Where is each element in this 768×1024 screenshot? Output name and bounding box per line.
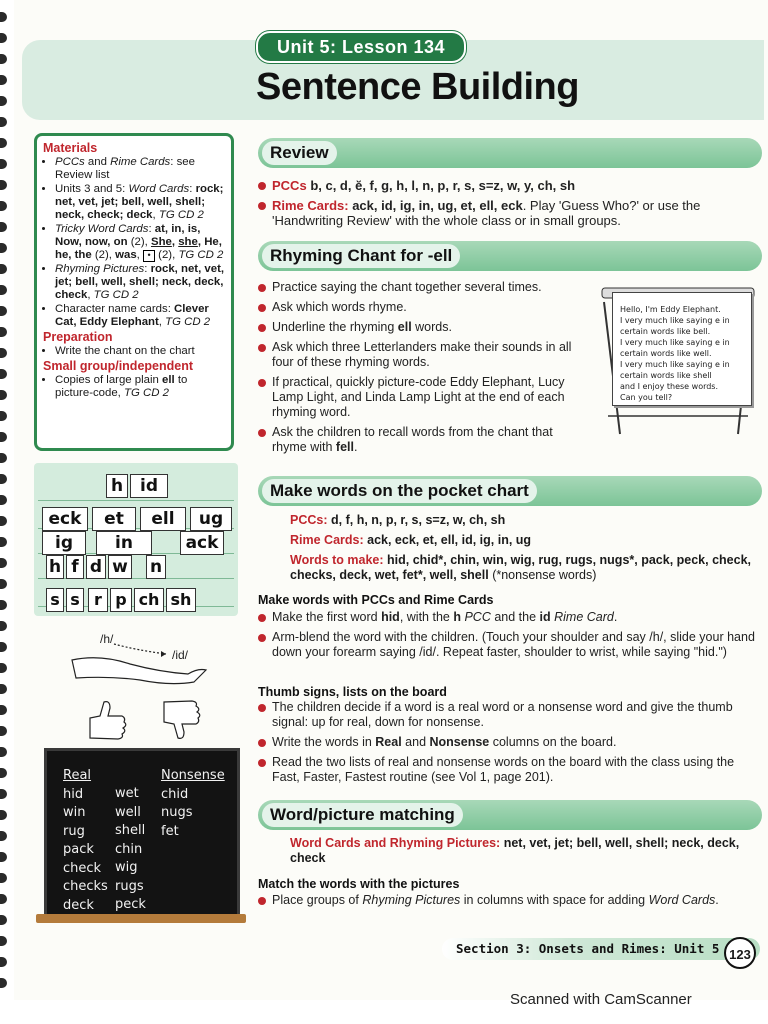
real-word: wet [115,786,139,801]
spiral-ring [0,411,7,421]
real-word: deck [63,897,94,913]
spiral-ring [0,768,7,778]
spiral-ring [0,579,7,589]
spiral-ring [0,285,7,295]
real-word: checks [63,879,108,894]
pocket-card: h [46,555,64,579]
spiral-ring [0,222,7,232]
chant-item: If practical, quickly picture-code Eddy Elephant, Lucy Lamp Light, and Linda Lamp Light at the end of each rhyming word. [258,375,584,420]
review-section-bar [258,138,762,168]
spiral-ring [0,600,7,610]
spiral-ring [0,327,7,337]
preparation-item: • Write the chant on the chart [55,345,225,358]
chalkboard [44,748,240,922]
spiral-ring [0,159,7,169]
materials-item: • Tricky Word Cards: at, in, is, Now, now, on (2), She, she, He, he, the (2), was, • (2), TG CD 2 [55,223,225,262]
small-group-item: • Copies of large plain ell to picture-code, TG CD 2 [55,374,225,400]
matching-heading: Word/picture matching [262,803,463,827]
unit-lesson-badge: Unit 5: Lesson 134 [256,31,466,63]
review-rime-item: Rime Cards: ack, id, ig, in, ug, et, ell, eck. Play 'Guess Who?' or use the 'Handwriting Review' with the whole class or in small groups. [258,198,758,228]
spiral-ring [0,201,7,211]
real-word: chin [115,841,143,857]
make-words-item: Arm-blend the word with the children. (Touch your shoulder and say /h/, slide your hand down your forearm saying /id/. Repeat faster, shoulder to wrist, while saying "hid.") [258,630,758,660]
real-heading: Real [63,768,92,783]
spiral-ring [0,138,7,148]
real-word: hid [63,786,84,802]
arm-blend-illustration [70,630,250,690]
spiral-ring [0,474,7,484]
pocket-card: p [110,588,132,612]
nonsense-word: nugs [161,805,193,820]
chant-item: Ask the children to recall words from the chant that rhyme with fell. [258,425,584,455]
spiral-ring [0,495,7,505]
chant-poster-easel [598,284,758,439]
review-pccs-item: PCCs b, c, d, ĕ, f, g, h, l, n, p, r, s, s=z, w, y, ch, sh [258,178,758,193]
spiral-ring [0,726,7,736]
spiral-ring [0,264,7,274]
spiral-ring [0,369,7,379]
real-word: check [63,860,102,876]
real-word: wig [115,860,138,875]
pocket-card: ug [190,507,232,531]
spiral-ring [0,390,7,400]
thumb-signs-list [258,700,758,790]
review-list [258,178,758,233]
thumb-signs-item: Write the words in Real and Nonsense columns on the board. [258,735,758,750]
small-group-heading: Small group/independent [43,359,194,373]
make-words-heading: Make words on the pocket chart [262,479,537,503]
pocket-card: h [106,474,128,498]
scanner-watermark: Scanned with CamScanner [510,991,692,1008]
pocket-card: ch [134,588,164,612]
materials-item: • Character name cards: Clever Cat, Eddy Elephant, TG CD 2 [55,303,225,329]
real-word: pack [63,842,94,857]
real-word: shell [115,823,146,838]
arm-blend-start-label: /h/ [100,632,114,646]
make-words-item: Make the first word hid, with the h PCC and the id Rime Card. [258,610,758,625]
arm-icon [70,630,250,690]
spiral-ring [0,432,7,442]
pocket-card: s [66,588,84,612]
nonsense-word: fet [161,823,179,839]
spiral-ring [0,873,7,883]
spiral-ring [0,831,7,841]
spiral-ring [0,180,7,190]
chant-heading: Rhyming Chant for -ell [262,244,460,268]
matching-words: Word Cards and Rhyming Pictures: net, vet, jet; bell, well, shell; neck, deck, check [290,836,740,865]
chant-section-bar [258,241,762,271]
thumb-signs-item: The children decide if a word is a real word or a nonsense word and give the thumb signal: up for real, down for nonsense. [258,700,758,730]
spiral-ring [0,96,7,106]
materials-item: • Rhyming Pictures: rock, net, vet, jet; bell, well, shell; neck, deck, check, TG CD 2 [55,263,225,302]
pocket-card: f [66,555,84,579]
materials-list [43,156,225,329]
materials-item: • PCCs and Rime Cards: see Review list [55,156,225,182]
real-word: well [115,804,141,820]
spiral-ring [0,978,7,988]
arm-blend-end-label: /id/ [172,648,189,662]
pocket-card: sh [166,588,196,612]
pocket-card: et [92,507,136,531]
chalkboard-ledge [36,914,246,923]
spiral-ring [0,12,7,22]
thumb-signs-subheading: Thumb signs, lists on the board [258,685,447,699]
spiral-ring [0,894,7,904]
spiral-binding [0,0,14,1000]
chant-item: Practice saying the chant together several times. [258,280,584,295]
footer-section: Section 3: Onsets and Rimes: Unit 5 [456,941,720,956]
matching-section-bar [258,800,762,830]
matching-item: Place groups of Rhyming Pictures in columns with space for adding Word Cards. [258,893,762,908]
spiral-ring [0,117,7,127]
materials-heading: Materials [43,141,98,155]
materials-item: • Units 3 and 5: Word Cards: rock; net, vet, jet; bell, well, shell; neck, check; deck, TG CD 2 [55,183,225,222]
real-word: rugs [115,878,144,894]
make-words-subheading: Make words with PCCs and Rime Cards [258,593,494,607]
spiral-ring [0,852,7,862]
spiral-ring [0,348,7,358]
spiral-ring [0,642,7,652]
spiral-ring [0,306,7,316]
spiral-ring [0,33,7,43]
chant-item: Underline the rhyming ell words. [258,320,584,335]
spiral-ring [0,810,7,820]
spiral-ring [0,75,7,85]
spiral-ring [0,663,7,673]
page-title: Sentence Building [256,66,579,108]
spiral-ring [0,243,7,253]
pocket-card: r [88,588,108,612]
thumbs-up-down-icon [70,698,220,743]
real-word: win [63,805,86,820]
spiral-ring [0,453,7,463]
pocket-card: w [108,555,132,579]
make-words-list [258,610,758,665]
pocket-card: s [46,588,64,612]
pocket-card: n [146,555,166,579]
nonsense-word: chid [161,786,189,802]
spiral-ring [0,684,7,694]
review-heading: Review [262,141,337,165]
spiral-ring [0,537,7,547]
pocket-card: ell [140,507,186,531]
spiral-ring [0,621,7,631]
page-number: 123 [724,937,756,969]
pocket-card: ack [180,531,224,555]
pocket-card: ig [42,531,86,555]
make-words-section-bar [258,476,762,506]
pocket-card: eck [42,507,88,531]
matching-subheading: Match the words with the pictures [258,877,460,891]
materials-box [34,133,234,451]
chant-item: Ask which three Letterlanders make their sounds in all four of these rhyming words. [258,340,584,370]
matching-list [258,893,762,913]
chant-list [258,280,584,460]
spiral-ring [0,705,7,715]
nonsense-heading: Nonsense [161,768,225,783]
spiral-ring [0,957,7,967]
real-word: peck [115,897,146,912]
preparation-heading: Preparation [43,330,113,344]
spiral-ring [0,747,7,757]
pocket-card: in [96,531,152,555]
spiral-ring [0,789,7,799]
spiral-ring [0,54,7,64]
spiral-ring [0,936,7,946]
chant-poster-text: Hello, I'm Eddy Elephant. I very much like saying e in certain words like bell. I very much like saying e in certain words like well. I very much like saying e in certain words like shell and I enjoy these words. Can you tell? [620,305,730,402]
real-word: rug [63,823,85,839]
spiral-ring [0,516,7,526]
spiral-ring [0,558,7,568]
make-words-lists: PCCs: d, f, h, n, p, r, s, s=z, w, ch, sh Rime Cards: ack, eck, et, ell, id, ig, in, ug Words to make: hid, chid*, chin, win, wig, rug, rugs, nugs*, pack, peck, check, checks, deck, wet, fet*, well, shell (*nonsense words) [290,513,751,582]
spiral-ring [0,915,7,925]
chant-item: Ask which words rhyme. [258,300,584,315]
pocket-card: id [130,474,168,498]
pocket-card: d [86,555,106,579]
thumb-signs-item: Read the two lists of real and nonsense words on the board with the class using the Fast, Faster, Fastest routine (see Vol 1, page 201). [258,755,758,785]
